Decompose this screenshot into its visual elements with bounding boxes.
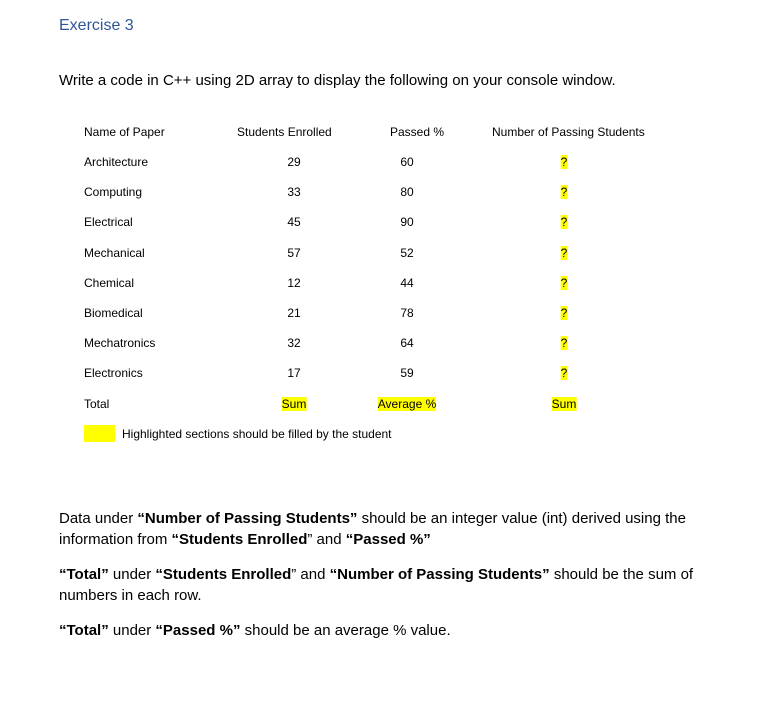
cell-passed [378,397,436,411]
cell-passed: 44 [400,276,414,290]
note-total-sum: “Total” under “Students Enrolled” and “Number of Passing Students” should be the sum of numbers in each row. [59,566,694,604]
cell-passed: 90 [400,215,414,229]
highlighted-value: ? [560,246,568,260]
cell-enrolled: 57 [287,246,301,260]
cell-name: Chemical [84,276,135,290]
highlighted-value: Sum [281,397,307,411]
note-total-average: “Total” under “Passed %” should be an average % value. [59,622,451,639]
cell-enrolled: 21 [287,306,301,320]
highlighted-value: ? [560,155,568,169]
cell-name: Total [84,397,110,411]
cell-name: Electrical [84,215,133,229]
exercise-heading: Exercise 3 [59,17,134,34]
highlight-legend-swatch [84,425,115,442]
highlighted-value: Average % [377,397,437,411]
cell-passed: 59 [400,366,414,380]
cell-name: Architecture [84,155,149,169]
cell-passed: 60 [400,155,414,169]
cell-passing [561,215,568,229]
cell-enrolled: 29 [287,155,301,169]
header-name-of-paper: Name of Paper [84,125,165,139]
cell-passing [561,276,568,290]
header-passed-percent: Passed % [390,125,445,139]
cell-name: Mechatronics [84,336,156,350]
highlight-legend-text: Highlighted sections should be filled by the student [122,427,392,441]
highlighted-value: ? [560,215,568,229]
cell-name: Biomedical [84,306,143,320]
cell-passing [561,185,568,199]
cell-passing [561,155,568,169]
cell-passing [561,306,568,320]
cell-name: Electronics [84,366,143,380]
cell-passing [561,336,568,350]
instruction-text: Write a code in C++ using 2D array to display the following on your console window. [59,72,616,89]
note-passing-students: Data under “Number of Passing Students” should be an integer value (int) derived using the information from “Students Enrolled” and “Passed %” [59,510,686,548]
cell-passed: 80 [400,185,414,199]
cell-passing [561,366,568,380]
header-number-passing: Number of Passing Students [492,125,645,139]
cell-enrolled: 17 [287,366,301,380]
cell-enrolled: 33 [287,185,301,199]
cell-name: Mechanical [84,246,145,260]
cell-passed: 78 [400,306,414,320]
cell-passed: 64 [400,336,414,350]
cell-passing [552,397,577,411]
cell-enrolled: 12 [287,276,301,290]
highlighted-value: ? [560,336,568,350]
highlighted-value: ? [560,276,568,290]
highlighted-value: Sum [551,397,577,411]
cell-enrolled: 32 [287,336,301,350]
highlighted-value: ? [560,185,568,199]
cell-name: Computing [84,185,143,199]
cell-enrolled [282,397,307,411]
highlighted-value: ? [560,366,568,380]
cell-passing [561,246,568,260]
cell-passed: 52 [400,246,414,260]
highlighted-value: ? [560,306,568,320]
cell-enrolled: 45 [287,215,301,229]
header-students-enrolled: Students Enrolled [237,125,332,139]
